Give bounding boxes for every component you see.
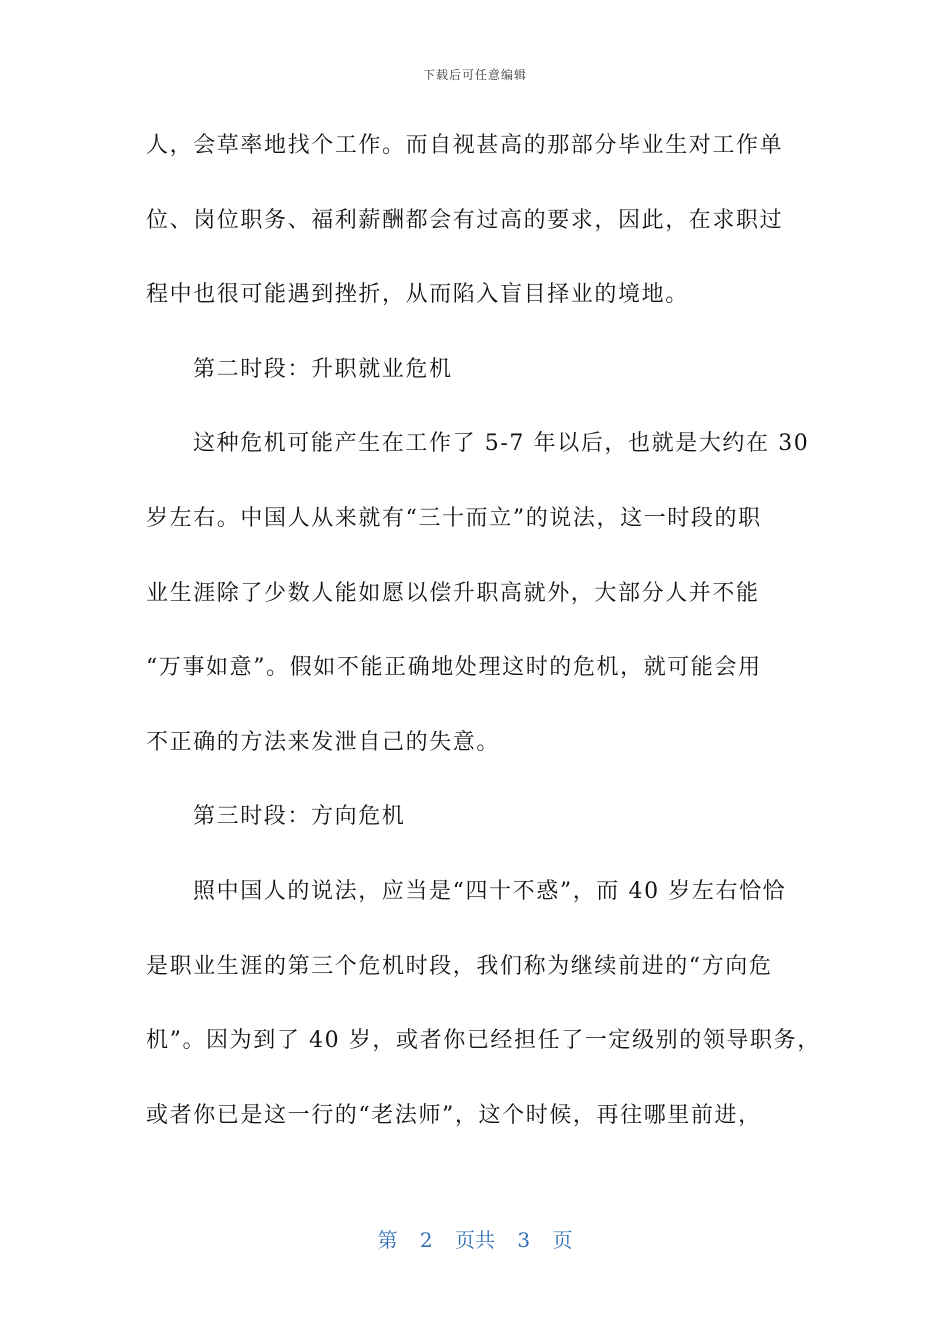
page-header: 下载后可任意编辑 [422,68,527,82]
paragraph-line: 岁左右。中国人从来就有“三十而立”的说法，这一时段的职 [146,505,762,531]
paragraph-line: 人，会草率地找个工作。而自视甚高的那部分毕业生对工作单 [146,133,784,158]
paragraph-line: 位、岗位职务、福利薪酬都会有过高的要求，因此，在求职过 [146,207,784,233]
footer-suffix: 页 [552,1228,573,1252]
footer-total-pages: 3 [517,1228,531,1252]
page-footer [0,1224,950,1253]
document-body [146,122,821,1166]
paragraph-line: “万事如意”。假如不能正确地处理这时的危机，就可能会用 [146,655,762,681]
paragraph-line: 或者你已是这一行的“老法师”，这个时候，再往哪里前进， [146,1102,762,1128]
footer-middle: 页共 [455,1228,495,1252]
footer-page-number: 2 [419,1228,433,1252]
paragraph-line: 这种危机可能产生在工作了 5-7 年以后，也就是大约在 30 [193,431,810,457]
section-heading-3: 第三时段：方向危机 [193,804,406,830]
paragraph-line: 是职业生涯的第三个危机时段，我们称为继续前进的“方向危 [146,953,773,979]
section-heading-2: 第二时段：升职就业危机 [193,356,453,382]
paragraph-line: 机”。因为到了 40 岁，或者你已经担任了一定级别的领导职务， [146,1028,821,1054]
paragraph-line: 不正确的方法来发泄自己的失意。 [146,729,501,755]
footer-prefix: 第 [377,1228,398,1252]
paragraph-line: 照中国人的说法，应当是“四十不惑”，而 40 岁左右恰恰 [193,878,787,904]
paragraph-line: 程中也很可能遇到挫折，从而陷入盲目择业的境地。 [146,282,689,308]
paragraph-line: 业生涯除了少数人能如愿以偿升职高就外，大部分人并不能 [146,580,760,606]
